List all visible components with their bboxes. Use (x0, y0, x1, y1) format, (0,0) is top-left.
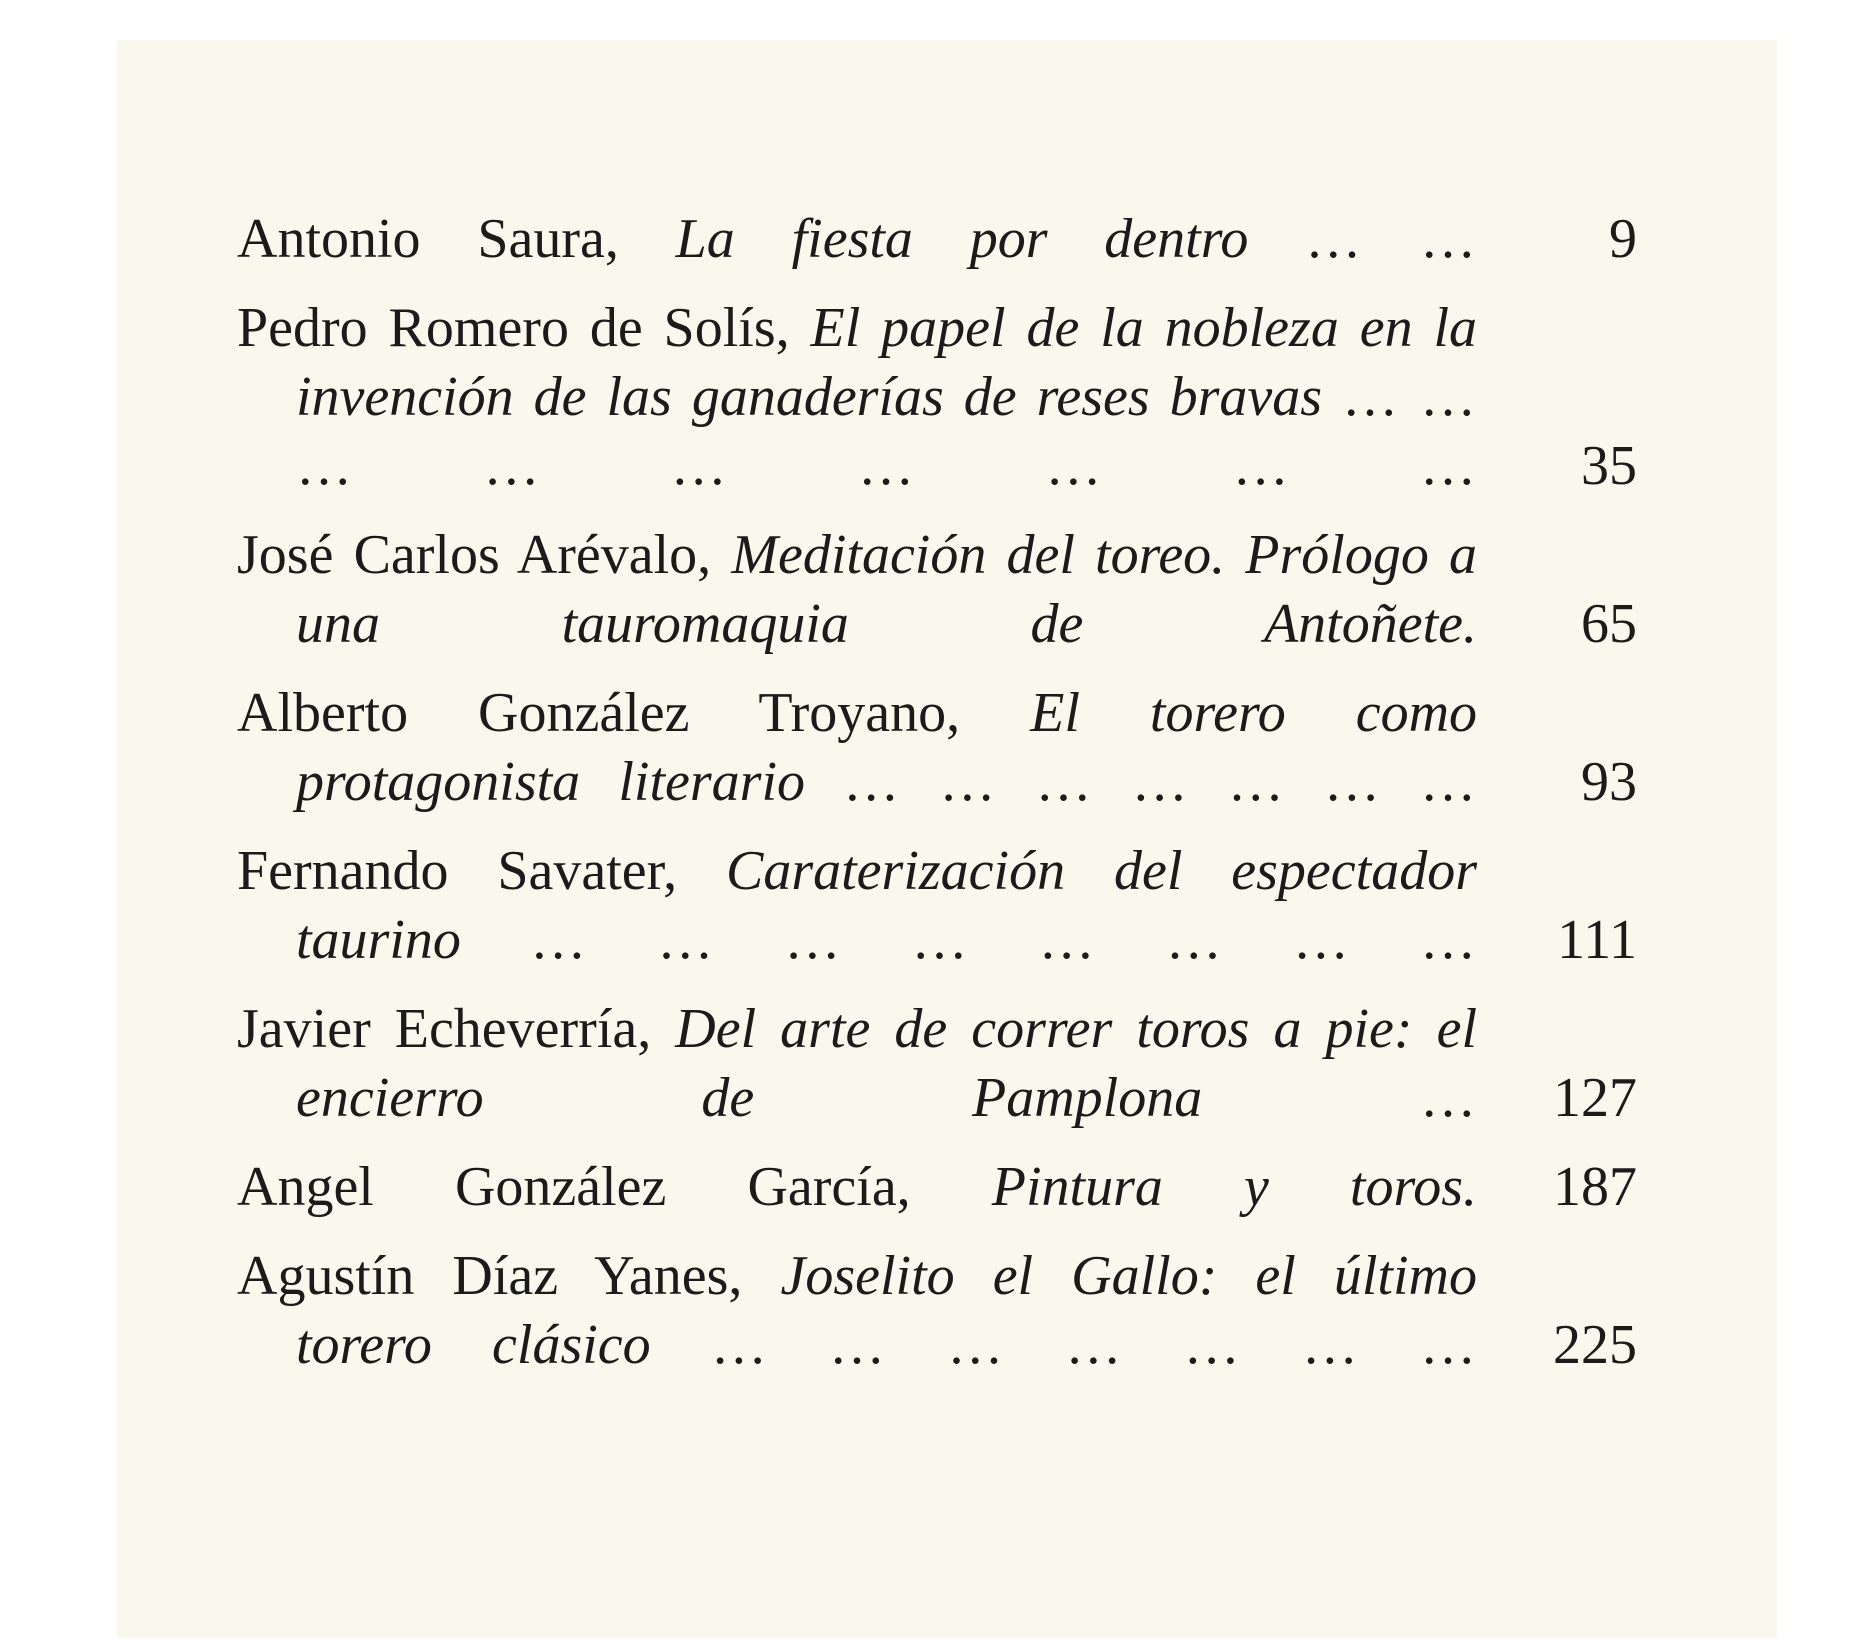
toc-author: Alberto González Troyano, (237, 682, 961, 744)
toc-leader: … … … … … … … (710, 1314, 1478, 1376)
toc-title: Del arte de correr toros a pie: el encierro de Pamplona (296, 998, 1477, 1129)
toc-author: Fernando Savater, (237, 840, 678, 902)
toc-entry-text (237, 679, 1477, 817)
toc-leader: … … (1305, 208, 1478, 270)
toc-author: Antonio Saura, (237, 208, 619, 270)
toc-entry (237, 294, 1637, 501)
toc-page-number: 65 (1581, 593, 1637, 655)
toc-leader: … (1420, 1067, 1477, 1129)
toc-entry-text (237, 294, 1477, 501)
toc-title: Joselito el Gallo: el último torero clásico (296, 1245, 1477, 1376)
toc-author: José Carlos Arévalo, (237, 524, 712, 586)
toc-title: La fiesta por dentro (675, 208, 1249, 270)
toc-page-number: 111 (1557, 909, 1637, 971)
toc-page-number: 225 (1553, 1314, 1637, 1376)
toc-entry-text (237, 521, 1477, 659)
toc-entry-text (237, 837, 1477, 975)
toc-page-number: 9 (1609, 208, 1637, 270)
toc-page-number: 93 (1581, 751, 1637, 813)
toc-title: El torero como protagonista literario (296, 682, 1478, 813)
toc-entry-text (237, 1153, 1477, 1222)
toc-leader: … … … … … … … (843, 751, 1478, 813)
toc-entry (237, 679, 1637, 817)
toc-title: El papel de la nobleza en la invención de las ganaderías de reses bravas (296, 297, 1478, 428)
toc-author: Agustín Díaz Yanes, (237, 1245, 743, 1307)
toc-page-number: 127 (1553, 1067, 1637, 1129)
toc-entry (237, 205, 1637, 274)
toc-title: Meditación del toreo. Prólogo a una tauromaquia de Antoñete. (296, 524, 1478, 655)
toc-entry (237, 995, 1637, 1133)
table-of-contents (237, 205, 1637, 1400)
toc-entry (237, 837, 1637, 975)
toc-title: Caraterización del espectador taurino (296, 840, 1477, 971)
toc-entry (237, 521, 1637, 659)
toc-entry (237, 1242, 1637, 1380)
toc-page-number: 35 (1581, 435, 1637, 497)
toc-author: Pedro Romero de Solís, (237, 297, 790, 359)
toc-author: Angel González García, (237, 1156, 911, 1218)
toc-title: Pintura y toros. (991, 1156, 1478, 1218)
toc-author: Javier Echeverría, (237, 998, 652, 1060)
toc-entry-text (237, 1242, 1477, 1380)
toc-leader: … … … … … … … … (530, 909, 1478, 971)
toc-entry (237, 1153, 1637, 1222)
toc-entry-text (237, 995, 1477, 1133)
toc-entry-text (237, 205, 1477, 274)
toc-page-number: 187 (1553, 1156, 1637, 1218)
toc-leader: … … … … … … … … … (296, 366, 1478, 497)
